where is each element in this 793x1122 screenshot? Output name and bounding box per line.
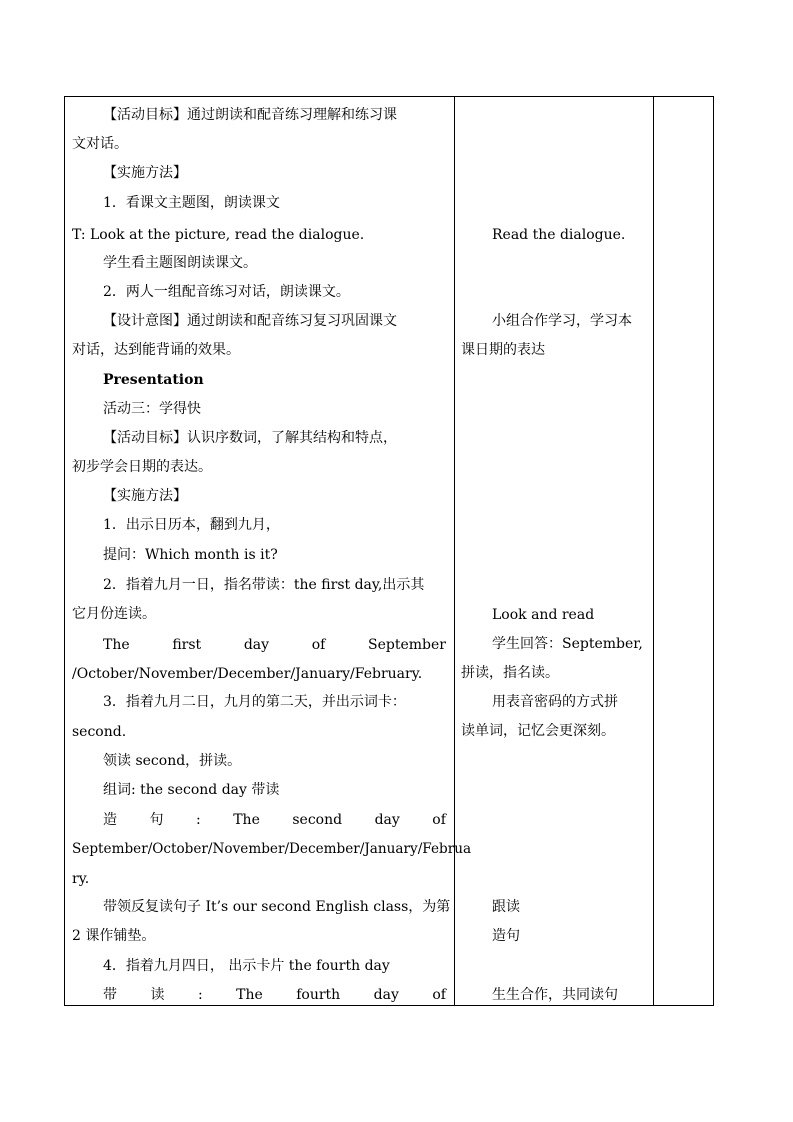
text-line: 组词: the second day 带读 [103, 782, 280, 798]
text-line: September/October/November/December/January/Februa [72, 841, 472, 857]
word: 句 [149, 812, 164, 828]
text-line: 对话，达到能背诵的效果。 [72, 342, 240, 358]
justified-line [103, 986, 446, 1004]
text-line: 课日期的表达 [461, 342, 545, 358]
text-line: Read the dialogue. [492, 227, 626, 243]
word: fourth [296, 987, 341, 1003]
text-line: 【设计意图】通过朗读和配音练习复习巩固课文 [103, 313, 397, 329]
text-line: 它月份连读。 [72, 606, 156, 622]
text-line: 提问：Which month is it? [103, 547, 278, 563]
text-line: 读单词，记忆会更深刻。 [461, 723, 615, 739]
text-line: 跟读 [492, 899, 520, 915]
word: of [311, 637, 326, 653]
text-line: 2 课作铺垫。 [72, 928, 156, 944]
text-line: 1．看课文主题图，朗读课文 [103, 195, 280, 211]
word: 读 [150, 987, 165, 1003]
text-line: 【实施方法】 [103, 165, 187, 181]
text-line: Look and read [492, 607, 595, 623]
word: first [172, 637, 202, 653]
text-line: 【活动目标】通过朗读和配音练习理解和练习课 [103, 107, 397, 123]
text-line: second. [72, 724, 127, 740]
text-line: 活动三：学得快 [103, 401, 201, 417]
text-line: ry. [72, 871, 90, 887]
text-line: 造句 [492, 928, 520, 944]
text-line: 拼读，指名读。 [461, 665, 559, 681]
text-line: 1．出示日历本，翻到九月， [103, 517, 280, 533]
word: day [373, 987, 399, 1003]
word: of [432, 812, 446, 828]
text-line: T: Look at the picture, read the dialogue. [72, 227, 365, 243]
text-line: 2．两人一组配音练习对话，朗读课文。 [103, 284, 350, 300]
word: 带 [103, 987, 117, 1003]
word: The [103, 637, 130, 653]
column-divider [653, 97, 654, 1005]
text-line: 【活动目标】认识序数词，了解其结构和特点， [103, 430, 397, 446]
text-line: 领读 second，拼读。 [103, 753, 242, 769]
text-line: 4．指着九月四日， 出示卡片 the fourth day [103, 958, 390, 974]
text-line: 生生合作，共同读句 [492, 987, 618, 1003]
word: second [292, 812, 343, 828]
text-line: 【实施方法】 [103, 488, 187, 504]
word: : [197, 987, 203, 1003]
word: day [243, 637, 270, 653]
word: September [368, 637, 446, 653]
justified-line [103, 636, 446, 654]
text-line: 用表音密码的方式拼 [492, 694, 618, 710]
text-line: 2．指着九月一日，指名带读：the first day,出示其 [103, 577, 425, 593]
text-line: 学生看主题图朗读课文。 [103, 255, 257, 271]
section-heading: Presentation [103, 372, 204, 388]
column-divider [454, 97, 455, 1005]
text-line: 初步学会日期的表达。 [72, 459, 212, 475]
word: of [432, 987, 446, 1003]
word: day [374, 812, 400, 828]
text-line: 3．指着九月二日，九月的第二天，并出示词卡： [103, 694, 406, 710]
word: 造 [103, 812, 117, 828]
word: The [236, 987, 263, 1003]
justified-line [103, 811, 446, 829]
text-line: 小组合作学习，学习本 [492, 313, 632, 329]
text-line: 学生回答：September, [492, 636, 643, 652]
text-line: 文对话。 [72, 136, 128, 152]
word: The [233, 812, 260, 828]
text-line: 带领反复读句子 It’s our second English class，为第 [103, 899, 451, 915]
word: : [196, 812, 201, 828]
text-line: /October/November/December/January/February. [72, 666, 423, 682]
